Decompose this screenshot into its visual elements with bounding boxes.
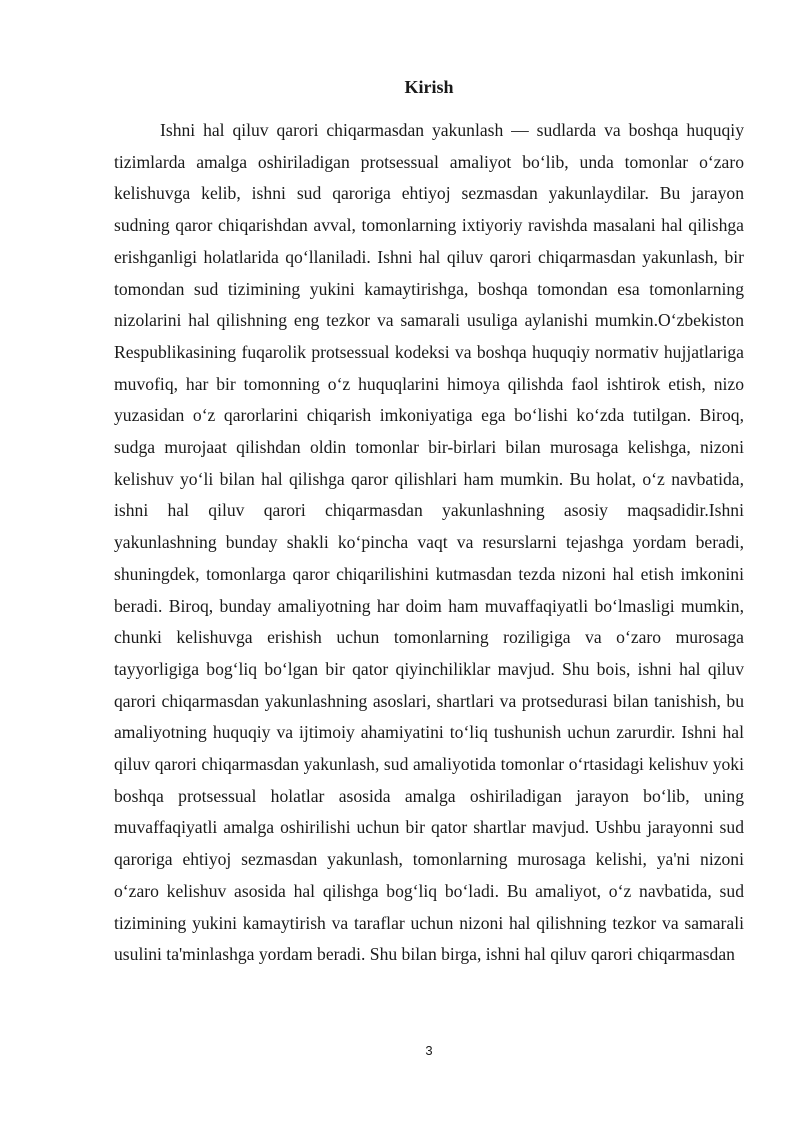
section-heading: Kirish (404, 77, 454, 97)
body-paragraph: Ishni hal qiluv qarori chiqarmasdan yakunlash — sudlarda va boshqa huquqiy tizimlarda amalga oshiriladigan protsessual amaliyot bo‘lib, unda tomonlar o‘zaro kelishuvga kelib, ishni sud qaroriga ehtiyoj sezmasdan yakunlaydilar. Bu jarayon sudning qaror chiqarishdan avval, tomonlarning ixtiyoriy ravishda masalani hal qilishga erishganligi holatlarida qo‘llaniladi. Ishni hal qiluv qarori chiqarmasdan yakunlash, bir tomondan sud tizimining yukini kamaytirishga, boshqa tomondan esa tomonlarning nizolarini hal qilishning eng tezkor va samarali usuliga aylanishi mumkin.O‘zbekiston Respublikasining fuqarolik protsessual kodeksi va boshqa huquqiy normativ hujjatlariga muvofiq, har bir tomonning o‘z huquqlarini himoya qilishda faol ishtirok etish, nizo yuzasidan o‘z qarorlarini chiqarish imkoniyatiga ega bo‘lishi ko‘zda tutilgan. Biroq, sudga murojaat qilishdan oldin tomonlar bir-birlari bilan murosaga kelishga, nizoni kelishuv yo‘li bilan hal qilishga qaror qilishlari ham mumkin. Bu holat, o‘z navbatida, ishni hal qiluv qarori chiqarmasdan yakunlashning asosiy maqsadidir.Ishni yakunlashning bunday shakli ko‘pincha vaqt va resurslarni tejashga yordam beradi, shuningdek, tomonlarga qaror chiqarilishini kutmasdan tezda nizoni hal etish imkonini beradi. Biroq, bunday amaliyotning har doim ham muvaffaqiyatli bo‘lmasligi mumkin, chunki kelishuvga erishish uchun tomonlarning roziligiga va o‘zaro murosaga tayyorligiga bog‘liq bo‘lgan bir qator qiyinchiliklar mavjud. Shu bois, ishni hal qiluv qarori chiqarmasdan yakunlashning asoslari, shartlari va protsedurasi bilan tanishish, bu amaliyotning huquqiy va ijtimoiy ahamiyatini to‘liq tushunish uchun zarurdir. Ishni hal qiluv qarori chiqarmasdan yakunlash, sud amaliyotida tomonlar o‘rtasidagi kelishuv yoki boshqa protsessual holatlar asosida amalga oshiriladigan jarayon bo‘lib, uning muvaffaqiyatli amalga oshirilishi uchun bir qator shartlar mavjud. Ushbu jarayonni sud qaroriga ehtiyoj sezmasdan yakunlash, tomonlarning murosaga kelishi, ya'ni nizoni o‘zaro kelishuv asosida hal qilishga bog‘liq bo‘ladi. Bu amaliyot, o‘z navbatida, sud tizimining yukini kamaytirish va taraflar uchun nizoni hal qilishning tezkor va samarali usulini ta'minlashga yordam beradi. Shu bilan birga, ishni hal qiluv qarori chiqarmasdan (114, 120, 744, 965)
page-number: 3 (425, 1043, 433, 1058)
